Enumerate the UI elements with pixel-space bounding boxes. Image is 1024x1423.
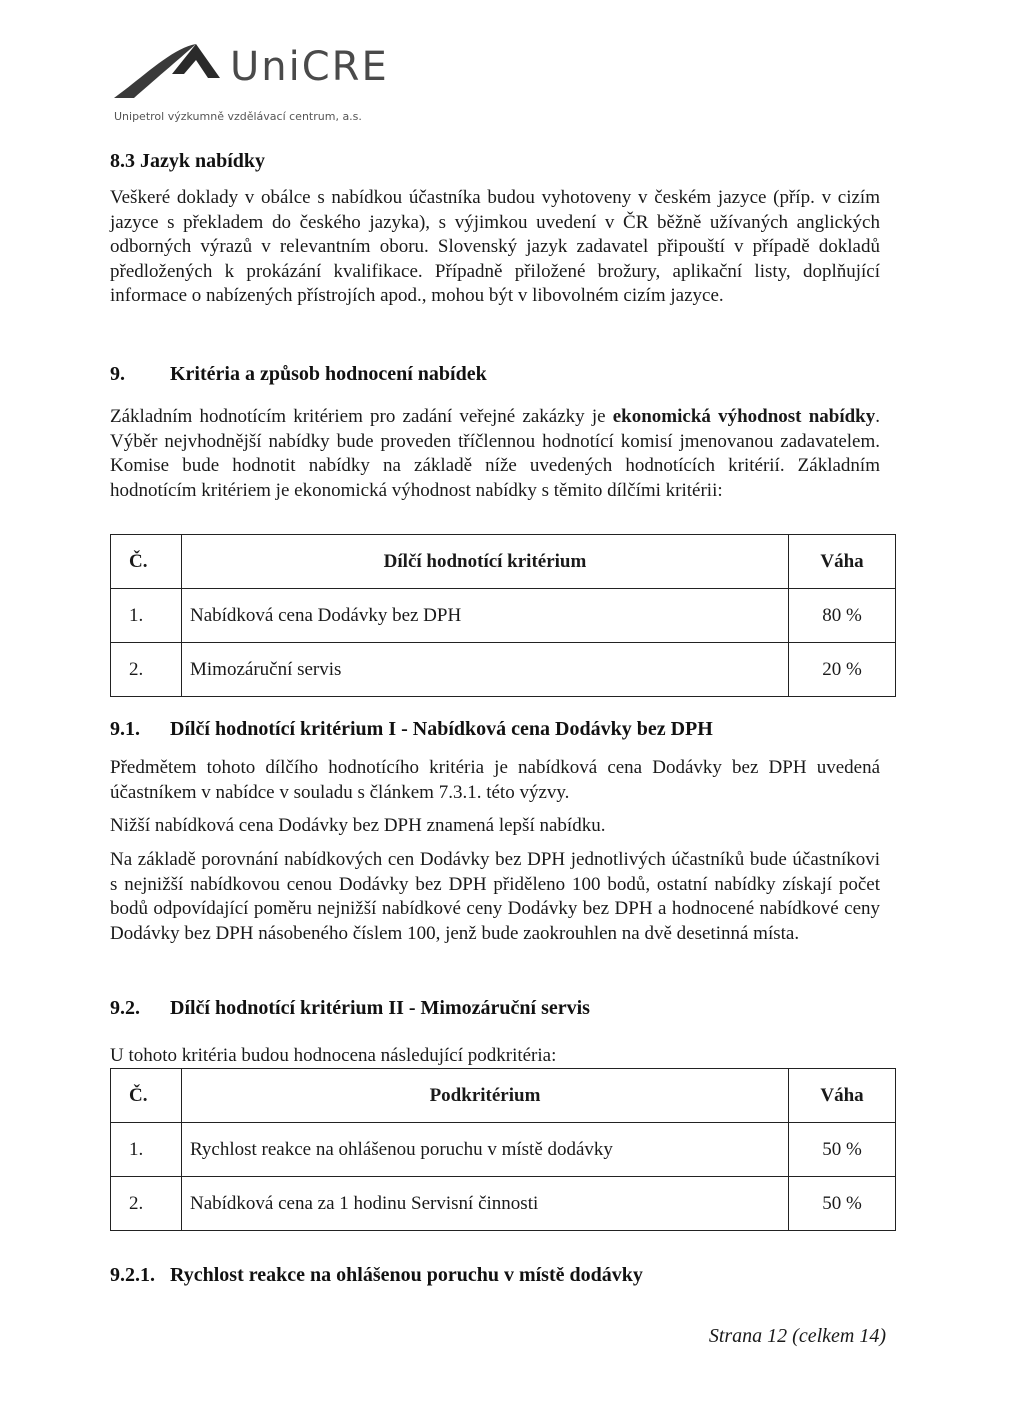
table-row <box>111 589 896 643</box>
table-cell: 50 % <box>789 1177 896 1231</box>
section-9-2-intro: U tohoto kritéria budou hodnocena následující podkritéria: <box>110 1045 557 1066</box>
section-9-1-number: 9.1. <box>110 718 140 740</box>
page-number: Strana 12 (celkem 14) <box>708 1325 886 1347</box>
section-9-2-1-heading <box>110 1264 643 1287</box>
table-cell: Nabídková cena Dodávky bez DPH <box>182 589 789 643</box>
table-cell: Mimozáruční servis <box>182 643 789 697</box>
unicre-logo-icon <box>112 38 224 100</box>
table-row <box>111 1177 896 1231</box>
section-9-2-1-number: 9.2.1. <box>110 1264 155 1286</box>
section-9-1-p2: Nižší nabídková cena Dodávky bez DPH znamená lepší nabídku. <box>110 815 606 836</box>
table-header-cell: Váha <box>789 535 896 589</box>
table-cell: Nabídková cena za 1 hodinu Servisní činnosti <box>182 1177 789 1231</box>
table-header-cell: Č. <box>111 1069 182 1123</box>
section-9-text-part2: . Výběr nejvhodnější nabídky bude proveden tříčlennou hodnotící komisí jmenovanou zadavatelem. Komise bude hodnotit nabídky na základě níže uvedených hodnotících kritérií. Základním hodnotícím kritériem je ekonomická výhodnost nabídky s těmito dílčími kritérii: <box>110 406 880 501</box>
table-cell: 1. <box>111 1123 182 1177</box>
table-cell: Rychlost reakce na ohlášenou poruchu v místě dodávky <box>182 1123 789 1177</box>
section-9-1-heading <box>110 718 713 741</box>
section-9-1-title: Dílčí hodnotící kritérium I - Nabídková cena Dodávky bez DPH <box>170 718 713 740</box>
section-9-text-part1: Základním hodnotícím kritériem pro zadání veřejné zakázky je <box>110 406 613 427</box>
section-9-title: Kritéria a způsob hodnocení nabídek <box>170 363 487 385</box>
criteria-table <box>110 534 896 697</box>
section-9-1-p3: Na základě porovnání nabídkových cen Dodávky bez DPH jednotlivých účastníků bude účastníkovi s nejnižší nabídkovou cenou Dodávky bez DPH přiděleno 100 bodů, ostatní nabídky získají počet bodů odpovídající poměru nejnižší nabídkové ceny Dodávky bez DPH a hodnocené nabídkové ceny Dodávky bez DPH násobeného číslem 100, jenž bude zaokrouhlen na dvě desetinná místa. <box>110 849 880 944</box>
table-cell: 20 % <box>789 643 896 697</box>
section-8-3-text: Veškeré doklady v obálce s nabídkou účastníka budou vyhotoveny v českém jazyce (příp. v cizím jazyce s překladem do českého jazyka), s výjimkou uvedení v ČR běžně užívaných anglických odborných výrazů v relevantním oboru. Slovenský jazyk zadavatel připouští v případě dokladů předložených k prokázání kvalifikace. Případně přiložené brožury, aplikační listy, doplňující informace o nabízených přístrojích apod., mohou být v libovolném cizím jazyce. <box>110 187 880 306</box>
section-8-3-heading: 8.3 Jazyk nabídky <box>110 150 266 172</box>
table-cell: 1. <box>111 589 182 643</box>
section-9-1-p1: Předmětem tohoto dílčího hodnotícího kritéria je nabídková cena Dodávky bez DPH uvedená účastníkem v nabídce v souladu s článkem 7.3.1. této výzvy. <box>110 757 880 803</box>
table-header-row <box>111 1069 896 1123</box>
table-row <box>111 1123 896 1177</box>
section-9-text <box>110 405 880 503</box>
logo-subtitle: Unipetrol výzkumně vzdělávací centrum, a.s. <box>114 110 362 123</box>
table-header-cell: Podkritérium <box>182 1069 789 1123</box>
section-9-text-bold: ekonomická výhodnost nabídky <box>612 406 876 427</box>
section-9-2-title: Dílčí hodnotící kritérium II - Mimozáruční servis <box>170 997 590 1019</box>
section-9-2-1-title: Rychlost reakce na ohlášenou poruchu v místě dodávky <box>170 1264 643 1286</box>
section-9-2-heading <box>110 997 590 1020</box>
section-9-2-number: 9.2. <box>110 997 140 1019</box>
subcriteria-table <box>110 1068 896 1231</box>
table-cell: 50 % <box>789 1123 896 1177</box>
table-row <box>111 643 896 697</box>
table-header-cell: Váha <box>789 1069 896 1123</box>
table-header-row <box>111 535 896 589</box>
section-9-number: 9. <box>110 363 125 385</box>
table-cell: 2. <box>111 1177 182 1231</box>
table-cell: 2. <box>111 643 182 697</box>
table-header-cell: Č. <box>111 535 182 589</box>
logo-text: UniCRE <box>230 44 389 90</box>
table-header-cell: Dílčí hodnotící kritérium <box>182 535 789 589</box>
section-9-heading <box>110 363 487 386</box>
table-cell: 80 % <box>789 589 896 643</box>
